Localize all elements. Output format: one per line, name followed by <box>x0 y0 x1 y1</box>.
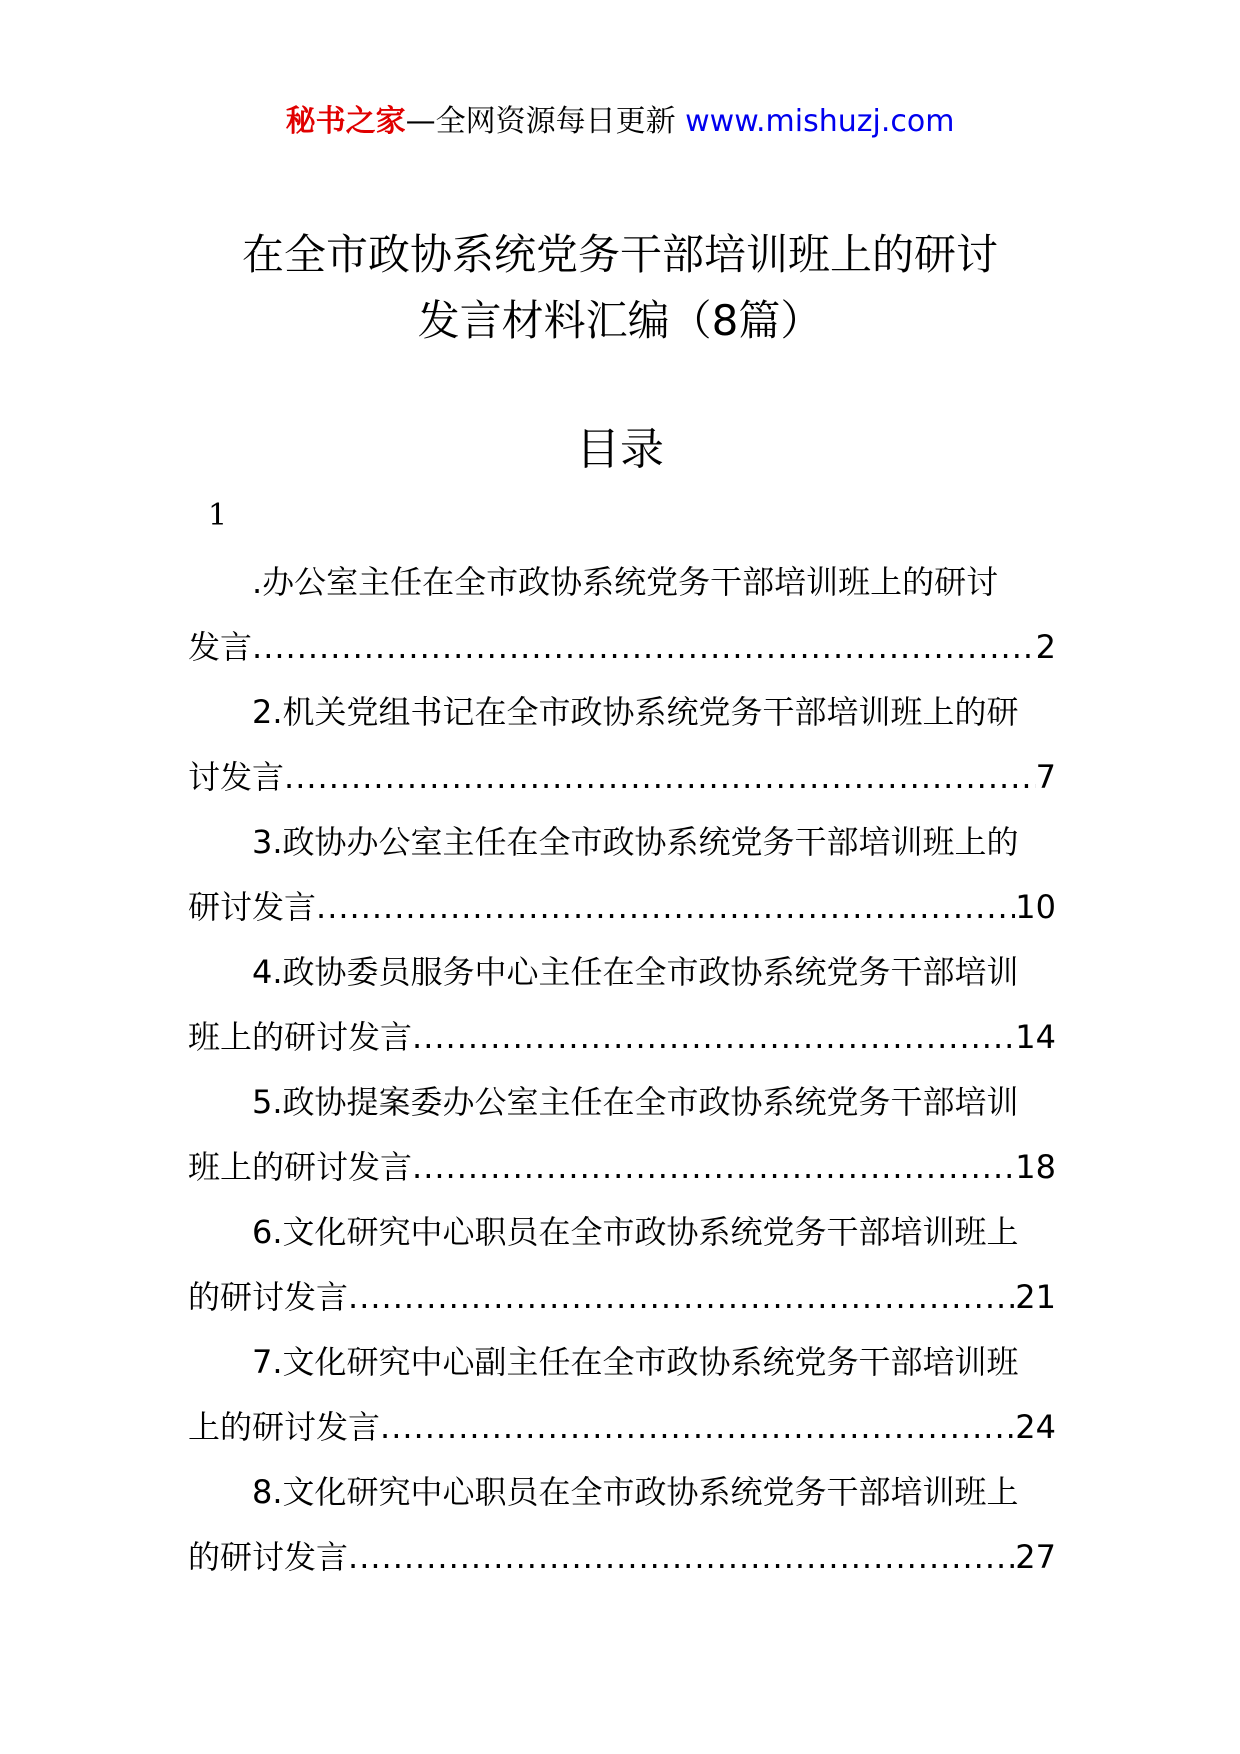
toc-entry-7[interactable] <box>188 1330 1056 1460</box>
brand-name: 秘书之家 <box>285 104 406 139</box>
dot-leader <box>348 1525 1015 1590</box>
dot-leader <box>412 1005 1015 1070</box>
toc-page-number: 14 <box>1015 1018 1056 1056</box>
toc-entry-title-continued: 上的研讨发言 <box>188 1408 381 1446</box>
toc-entry-title-continued: 的研讨发言 <box>188 1538 349 1576</box>
toc-entry-5[interactable] <box>188 1070 1056 1200</box>
toc-entry-title: .办公室主任在全市政协系统党务干部培训班上的研讨 <box>252 563 999 601</box>
title-line-1: 在全市政协系统党务干部培训班上的研讨 <box>241 230 998 279</box>
title-line-2: 发言材料汇编（8篇） <box>417 296 823 345</box>
toc-entry-title-continued: 班上的研讨发言 <box>188 1018 413 1056</box>
dot-leader <box>348 1265 1015 1330</box>
toc-entry-title-continued: 班上的研讨发言 <box>188 1148 413 1186</box>
site-header <box>0 100 1240 144</box>
toc-page-number: 10 <box>1015 888 1056 926</box>
toc-entry-1[interactable] <box>188 550 1056 680</box>
table-of-contents <box>188 550 1056 1590</box>
toc-entry-title: 5.政协提案委办公室主任在全市政协系统党务干部培训 <box>252 1083 1019 1121</box>
toc-entry-title-continued: 的研讨发言 <box>188 1278 349 1316</box>
toc-entry-title: 8.文化研究中心职员在全市政协系统党务干部培训班上 <box>252 1473 1019 1511</box>
toc-page-number: 7 <box>1035 758 1056 796</box>
toc-entry-title: 3.政协办公室主任在全市政协系统党务干部培训班上的 <box>252 823 1019 861</box>
dot-leader <box>316 875 1015 940</box>
document-title <box>0 222 1240 354</box>
toc-entry-title: 4.政协委员服务中心主任在全市政协系统党务干部培训 <box>252 953 1019 991</box>
toc-entry-title: 2.机关党组书记在全市政协系统党务干部培训班上的研 <box>252 693 1019 731</box>
toc-page-number: 27 <box>1015 1538 1056 1576</box>
toc-entry-title-continued: 研讨发言 <box>188 888 317 926</box>
toc-entry-title-continued: 讨发言 <box>188 758 285 796</box>
toc-entry-8[interactable] <box>188 1460 1056 1590</box>
toc-heading: 目录 <box>576 424 664 475</box>
toc-page-number: 18 <box>1015 1148 1056 1186</box>
toc-page-number: 21 <box>1015 1278 1056 1316</box>
site-url-link[interactable]: www.mishuzj.com <box>685 104 955 139</box>
toc-entry-6[interactable] <box>188 1200 1056 1330</box>
toc-page-number: 2 <box>1035 628 1056 666</box>
header-tagline: —全网资源每日更新 <box>405 104 676 139</box>
toc-entry-title: 6.文化研究中心职员在全市政协系统党务干部培训班上 <box>252 1213 1019 1251</box>
toc-entry-title-continued: 发言 <box>188 628 253 666</box>
dot-leader <box>252 615 1036 680</box>
dot-leader <box>380 1395 1015 1460</box>
toc-entry-title: 7.文化研究中心副主任在全市政协系统党务干部培训班 <box>252 1343 1019 1381</box>
toc-entry-4[interactable] <box>188 940 1056 1070</box>
toc-entry-2[interactable] <box>188 680 1056 810</box>
toc-stray-number: 1 <box>208 498 228 533</box>
dot-leader <box>412 1135 1015 1200</box>
toc-entry-3[interactable] <box>188 810 1056 940</box>
dot-leader <box>284 745 1036 810</box>
toc-page-number: 24 <box>1015 1408 1056 1446</box>
